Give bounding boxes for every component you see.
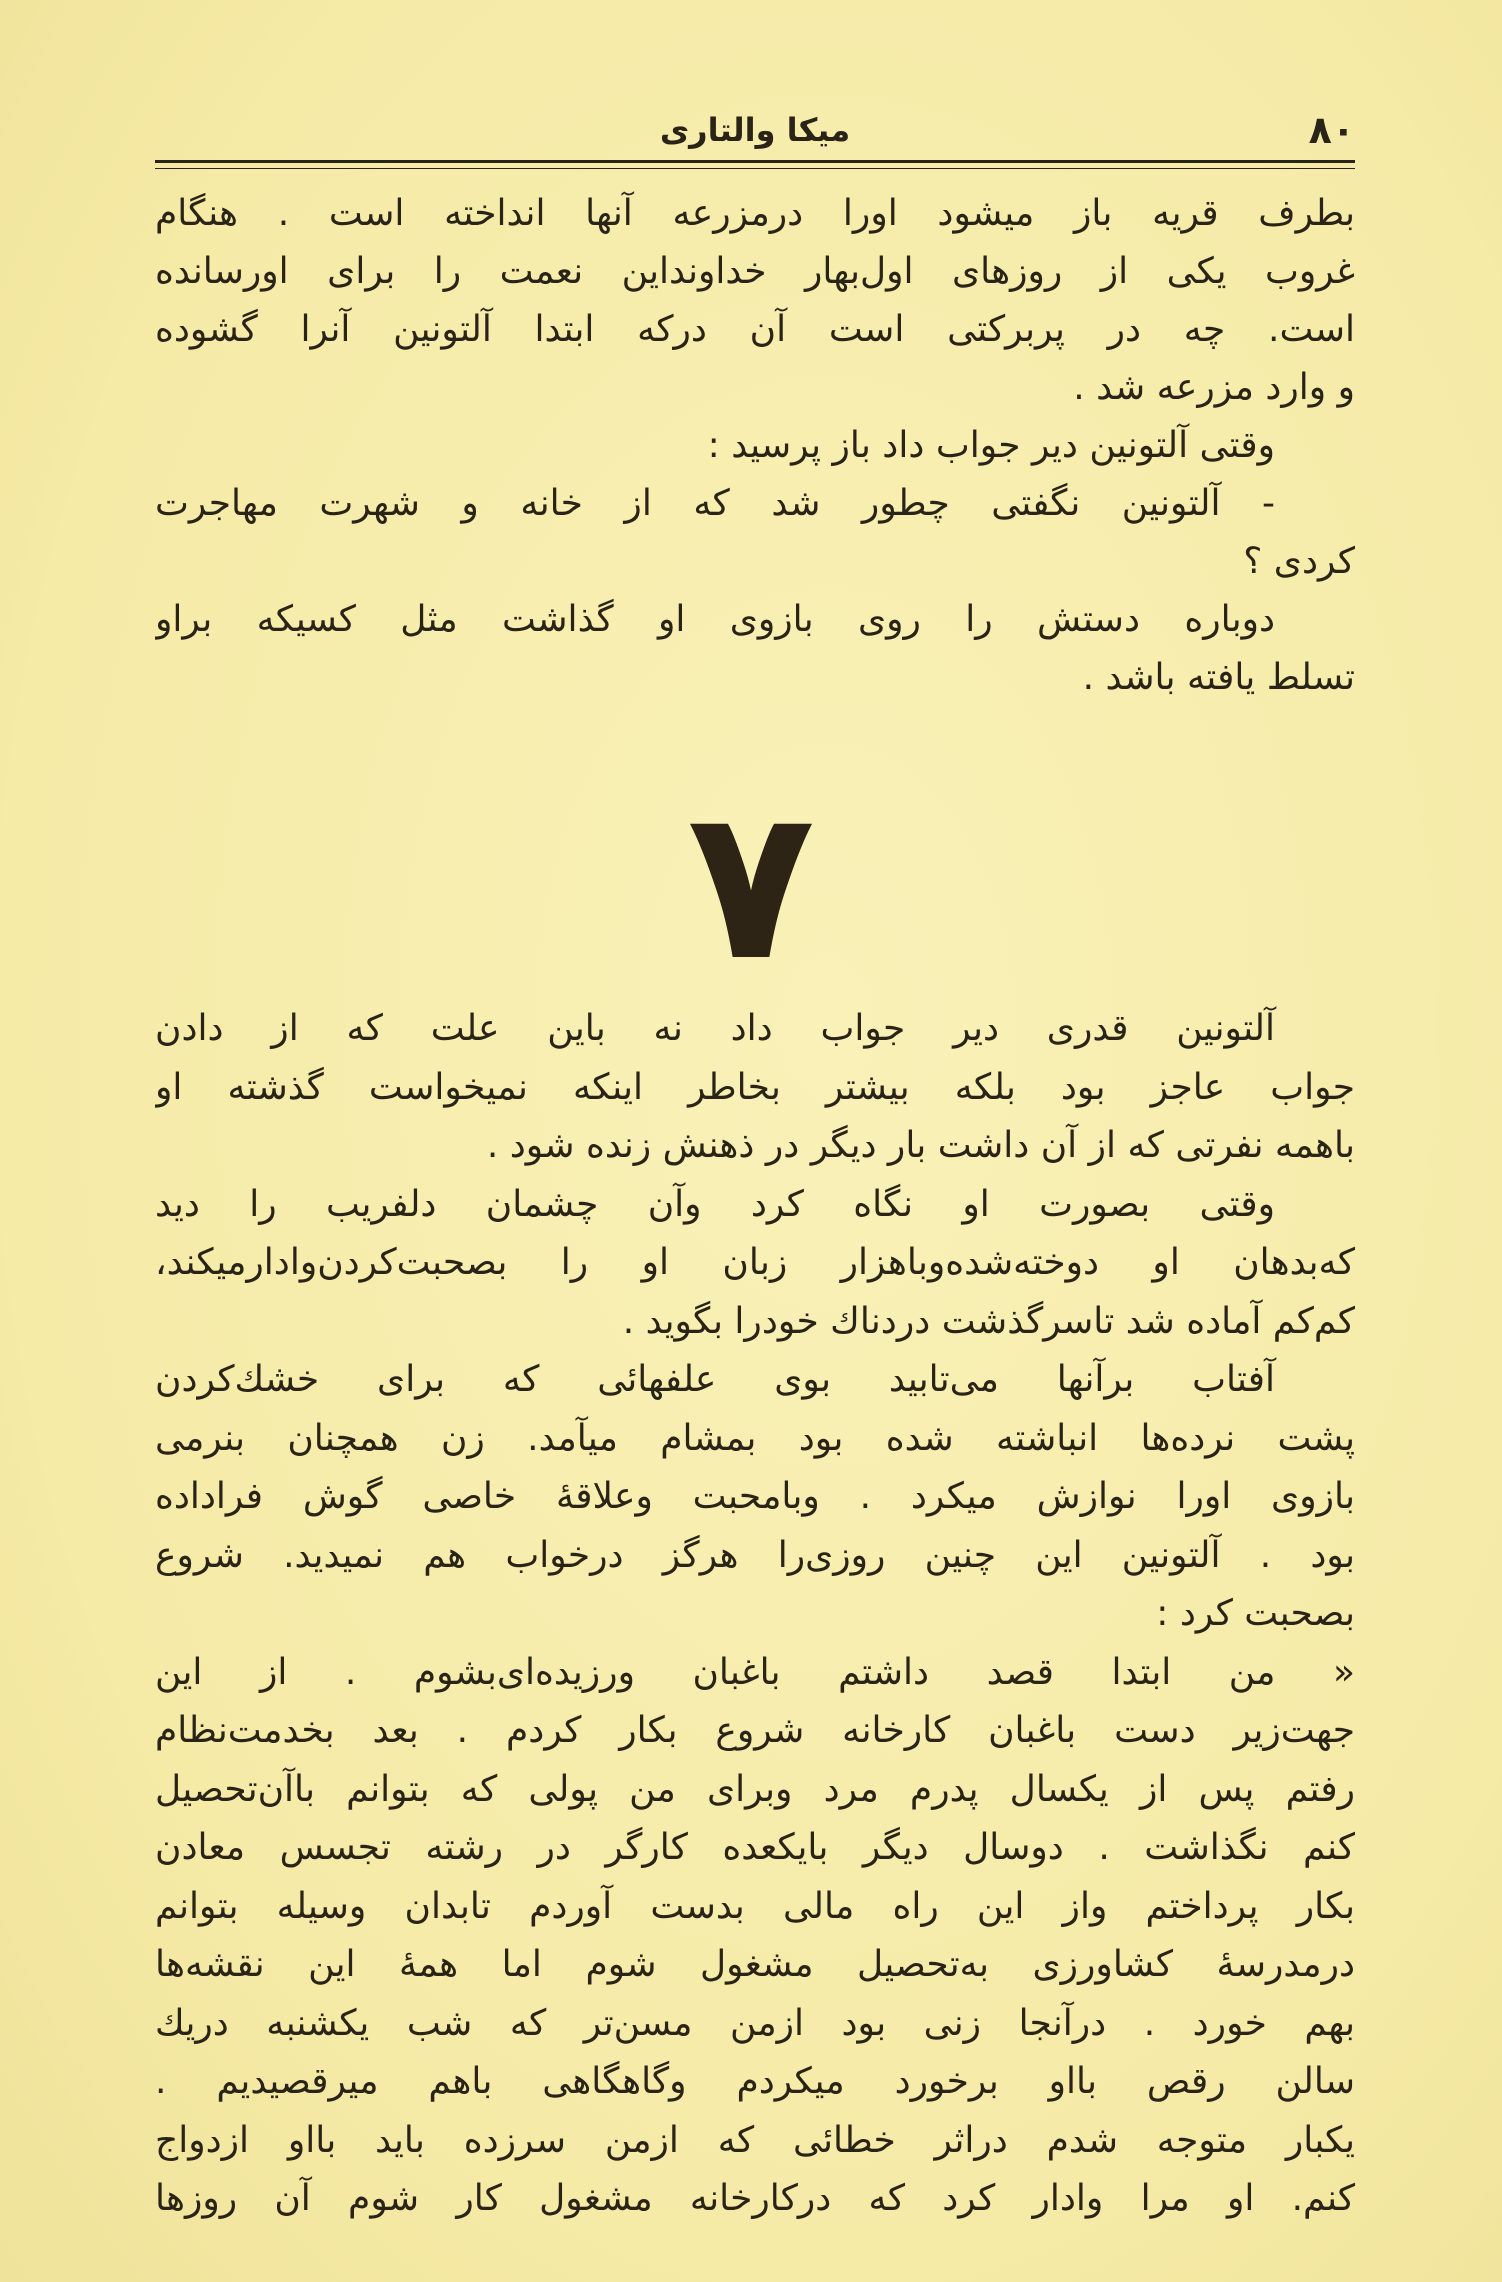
text-line: است. چه در پربرکتی است آن درکه ابتدا آلتونین آنرا گشوده — [155, 309, 1355, 350]
chapter-number: ۷ — [686, 762, 816, 1007]
text-line: رفتم پس از یکسال پدرم مرد وبرای من پولی که بتوانم باآن‌تحصیل — [155, 1768, 1355, 1810]
text-line: که‌بدهان او دوخته‌شده‌وباهزار زبان او را بصحبت‌کردن‌وادارمیکند، — [155, 1242, 1355, 1283]
text-line: جواب عاجز بود بلکه بیشتر بخاطر اینکه نمیخواست گذشته او — [155, 1066, 1355, 1108]
text-line: وقتی بصورت او نگاه کرد وآن چشمان دلفریب را دید — [155, 1183, 1275, 1225]
text-line: آفتاب برآنها می‌تابید بوی علفهائی که برای خشك‌کردن — [155, 1359, 1275, 1400]
text-line: بهم خورد . درآنجا زنی بود ازمن مسن‌تر که شب یکشنبه دریك — [155, 2002, 1355, 2044]
text-line: بصحبت کرد : — [1156, 1593, 1355, 1634]
text-line: بود . آلتونین این چنین روزی‌را هرگز درخواب هم نمیدید. شروع — [155, 1534, 1355, 1576]
running-title: میکا والتاری — [659, 111, 851, 149]
text-line: دوباره دستش را روی بازوی او گذاشت مثل کسیکه براو — [155, 599, 1275, 640]
text-block-top — [155, 185, 1355, 707]
text-block-bottom — [155, 1000, 1355, 2229]
text-line: و وارد مزرعه شد . — [1073, 367, 1355, 408]
text-line: بطرف قریه باز میشود اورا درمزرعه آنها انداخته است . هنگام — [155, 193, 1355, 234]
text-line: جهت‌زیر دست باغبان کارخانه شروع بکار کردم . بعد بخدمت‌نظام — [155, 1710, 1355, 1751]
text-line: بکار پرداختم واز این راه مالی بدست آوردم تابدان وسیله بتوانم — [155, 1885, 1355, 1927]
text-line: وقتی آلتونین دیر جواب داد باز پرسید : — [707, 425, 1275, 466]
header-rule-thin — [155, 168, 1355, 169]
text-line: کنم. او مرا وادار کرد که درکارخانه مشغول کار شوم آن روزها — [155, 2178, 1355, 2219]
text-line: کردی ؟ — [1243, 541, 1355, 582]
text-line: « من ابتدا قصد داشتم باغبان ورزیده‌ای‌بشوم . از این — [155, 1651, 1355, 1693]
text-line: درمدرسهٔ کشاورزی به‌تحصیل مشغول شوم اما همهٔ این نقشه‌ها — [155, 1944, 1355, 1985]
text-line: یکبار متوجه شدم دراثر خطائی که ازمن سرزده باید باا‌و ازدواج — [155, 2119, 1355, 2161]
text-line: بازوی اورا نوازش میکرد . وبامحبت وعلاقهٔ خاصی گوش فراداده — [155, 1476, 1355, 1517]
text-line: کم‌کم آماده شد تاسرگذشت دردناك خودرا بگوید . — [622, 1300, 1355, 1342]
page-number: ۸۰ — [1308, 108, 1355, 152]
text-line: باهمه نفرتی که از آن داشت بار دیگر در ذهنش زنده شود . — [486, 1125, 1355, 1166]
text-line: غروب یکی از روزهای اول‌بهار خداونداین نعمت را برای اورسانده — [155, 251, 1355, 292]
header-rule — [155, 160, 1355, 163]
text-line: کنم نگذاشت . دوسال دیگر بایکعده کارگر در رشته تجسس معادن — [155, 1827, 1355, 1868]
text-line: آلتونین قدری دیر جواب داد نه باین علت که از دادن — [155, 1008, 1275, 1049]
text-line: تسلط یافته باشد . — [1082, 657, 1355, 698]
text-line: - آلتونین نگفتی چطور شد که از خانه و شهرت مهاجرت — [155, 483, 1275, 524]
text-line: پشت نرده‌ها انباشته شده بود بمشام میآمد. زن همچنان بنرمی — [155, 1417, 1355, 1459]
page-header — [155, 100, 1355, 160]
text-line: سالن رقص باا‌و برخورد میکردم وگاهگاهی باهم میرقصیدیم . — [155, 2061, 1355, 2102]
